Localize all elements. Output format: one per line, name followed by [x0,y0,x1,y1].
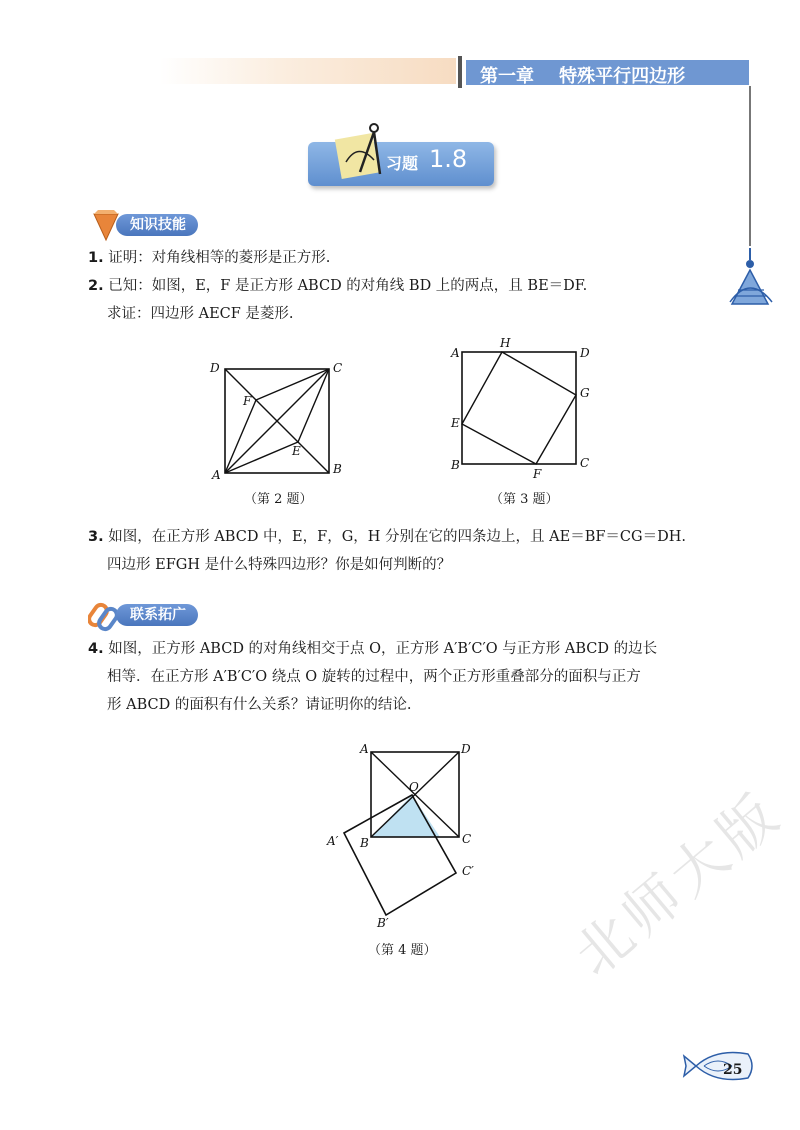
fig4-label-B1: B′ [377,916,389,930]
section-extension: 联系拓广 [116,604,198,626]
exercise-number: 1.8 [429,145,468,173]
fig2-label-E: E [292,444,301,458]
fig4-label-O: O [409,780,419,794]
question-number: 1. [88,250,104,266]
question-number: 4. [88,641,104,657]
question-number: 2. [88,278,104,294]
margin-line [749,86,751,246]
fig2-label-F: F [243,394,252,408]
fish-icon [682,1046,762,1086]
overlap-region [371,795,440,837]
figure-2-caption: （第 2 题） [244,492,313,507]
fig2-label-B: B [333,462,342,476]
fig4-label-A: A [360,742,369,756]
header-divider [458,56,462,88]
question-4-line2: 相等．在正方形 A′B′C′O 绕点 O 旋转的过程中，两个正方形重叠部分的面积与正方 [107,669,641,685]
section-skills: 知识技能 [116,214,198,236]
question-text: 如图，正方形 ABCD 的对角线相交于点 O，正方形 A′B′C′O 与正方形 ABCD 的边长 [108,641,658,657]
fig3-label-A: A [451,346,460,360]
question-4 [88,639,657,659]
fig4-label-C: C [462,832,472,846]
compass-tower-icon [728,246,776,308]
question-number: 3. [88,529,104,545]
fig2-label-A: A [212,468,221,482]
question-2 [88,276,587,296]
fig2-label-C: C [333,361,343,375]
compass-icon [340,120,390,182]
question-2-line2: 求证：四边形 AECF 是菱形. [107,306,294,322]
fig4-label-D: D [461,742,471,756]
fig3-label-E: E [451,416,460,430]
question-text: 证明：对角线相等的菱形是正方形. [108,250,331,266]
exercise-label: 习题 [386,154,419,173]
figure-3 [448,335,598,485]
fig3-label-H: H [500,336,511,350]
header-decor-band [160,58,456,84]
fig3-label-F: F [533,467,542,481]
page-number: 25 [723,1062,743,1078]
question-3 [88,527,686,547]
fig4-label-B: B [360,836,369,850]
fig4-label-C1: C′ [462,864,474,878]
question-text: 如图，在正方形 ABCD 中，E，F，G，H 分别在它的四条边上，且 AE＝BF＝CG＝DH. [108,529,686,545]
publisher-watermark: 北师大版 [562,779,795,989]
question-4-line3: 形 ABCD 的面积有什么关系？请证明你的结论. [107,697,412,713]
fig3-label-C: C [580,456,590,470]
figure-3-caption: （第 3 题） [490,492,559,507]
chapter-title: 第一章 特殊平行四边形 [480,66,686,87]
figure-4-caption: （第 4 题） [368,943,437,958]
question-3-line2: 四边形 EFGH 是什么特殊四边形？你是如何判断的？ [107,557,452,573]
question-1 [88,248,330,268]
fig3-label-D: D [580,346,590,360]
fig3-label-G: G [580,386,590,400]
question-text: 已知：如图，E，F 是正方形 ABCD 的对角线 BD 上的两点，且 BE＝DF. [108,278,588,294]
figure-4 [320,735,500,935]
fig3-label-B: B [451,458,460,472]
figure-2 [205,355,355,485]
fig4-label-A1: A′ [327,834,339,848]
fig2-label-D: D [210,361,220,375]
